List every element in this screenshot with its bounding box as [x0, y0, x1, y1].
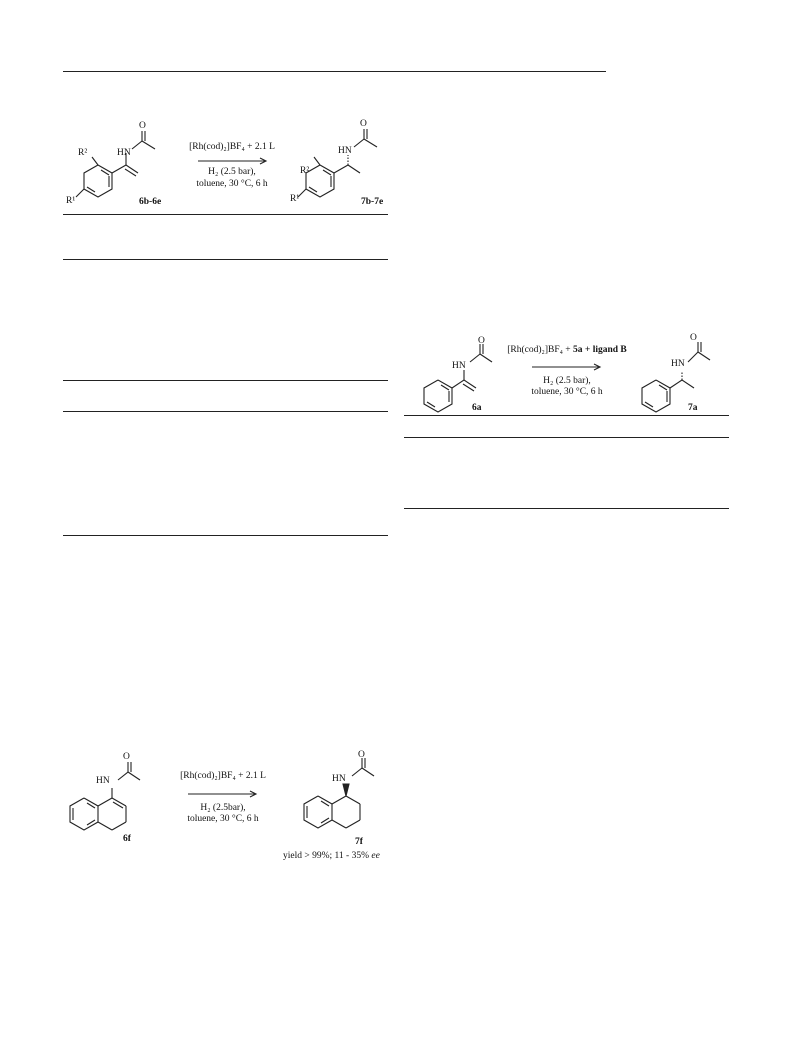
table2-rule-3: [404, 508, 729, 509]
scheme-1-reaction-arrow: [198, 157, 270, 165]
scheme-1-conditions-mid: H₂ (2.5 bar),: [208, 167, 256, 177]
scheme-2-substrate-structure: [418, 340, 508, 415]
scheme-1-pr-o: O: [360, 119, 367, 129]
scheme-3-pr-nh: HN: [332, 774, 346, 784]
scheme-2-sm-o: O: [478, 336, 485, 346]
scheme-1-sm-r1: R¹: [66, 196, 76, 206]
scheme-1-pr-nh: HN: [338, 146, 352, 156]
scheme-3-conditions-bot: toluene, 30 °C, 6 h: [187, 814, 259, 824]
scheme-1-sm-o: O: [139, 121, 146, 131]
scheme-2-sm-nh: HN: [452, 361, 466, 371]
scheme-2-substrate-label: 6a: [472, 403, 482, 413]
scheme-1-conditions-top: [Rh(cod)₂]BF₄ + 2.1 L: [189, 142, 275, 152]
scheme-2-pr-nh: HN: [671, 359, 685, 369]
scheme-3-substrate-label: 6f: [123, 834, 131, 844]
scheme-2-conditions-bot: toluene, 30 °C, 6 h: [531, 387, 603, 397]
scheme-2-product-structure: [636, 340, 726, 415]
scheme-2-conditions-top-pre: [Rh(cod)₂]BF₄ +: [507, 345, 574, 355]
scheme-3-result: [283, 851, 380, 862]
scheme-3-result-ee: ee: [371, 851, 380, 861]
scheme-2-conditions-mid: H₂ (2.5 bar),: [543, 376, 591, 386]
scheme-3-sm-nh: HN: [96, 776, 110, 786]
scheme-2-conditions-top: [502, 345, 632, 356]
scheme-1-substrate-label: 6b-6e: [139, 197, 162, 207]
scheme-3-reaction-arrow: [188, 790, 260, 798]
scheme-2-reaction-arrow: [532, 363, 604, 371]
table1-rule-4: [63, 411, 388, 412]
table1-rule-2: [63, 259, 388, 260]
scheme-2-conditions-top-bold: 5a + ligand B: [573, 345, 627, 355]
table2-rule-2: [404, 437, 729, 438]
scheme-1-pr-r2: R²: [300, 166, 310, 176]
header-rule: [63, 71, 606, 72]
scheme-1-product-label: 7b-7e: [361, 197, 384, 207]
scheme-2-product-label: 7a: [688, 403, 698, 413]
scheme-3-pr-o: O: [358, 750, 365, 760]
scheme-3-sm-o: O: [123, 752, 130, 762]
table2-rule-1: [404, 415, 729, 416]
scheme-2-pr-o: O: [690, 333, 697, 343]
table1-rule-5: [63, 535, 388, 536]
scheme-3-product-structure: [296, 750, 396, 840]
scheme-3-result-text: yield > 99%; 11 - 35%: [283, 851, 372, 861]
scheme-1-pr-r1: R¹: [290, 194, 300, 204]
table1-rule-3: [63, 380, 388, 381]
scheme-3-product-label: 7f: [355, 837, 363, 847]
scheme-1-sm-nh: HN: [117, 148, 131, 158]
scheme-1-conditions-bot: toluene, 30 °C, 6 h: [196, 179, 268, 189]
scheme-1-sm-r2: R²: [78, 148, 88, 158]
scheme-3-conditions-mid: H₂ (2.5bar),: [200, 803, 246, 813]
scheme-3-conditions-top: [Rh(cod)₂]BF₄ + 2.1 L: [180, 771, 266, 781]
scheme-3-substrate-structure: [62, 752, 162, 842]
